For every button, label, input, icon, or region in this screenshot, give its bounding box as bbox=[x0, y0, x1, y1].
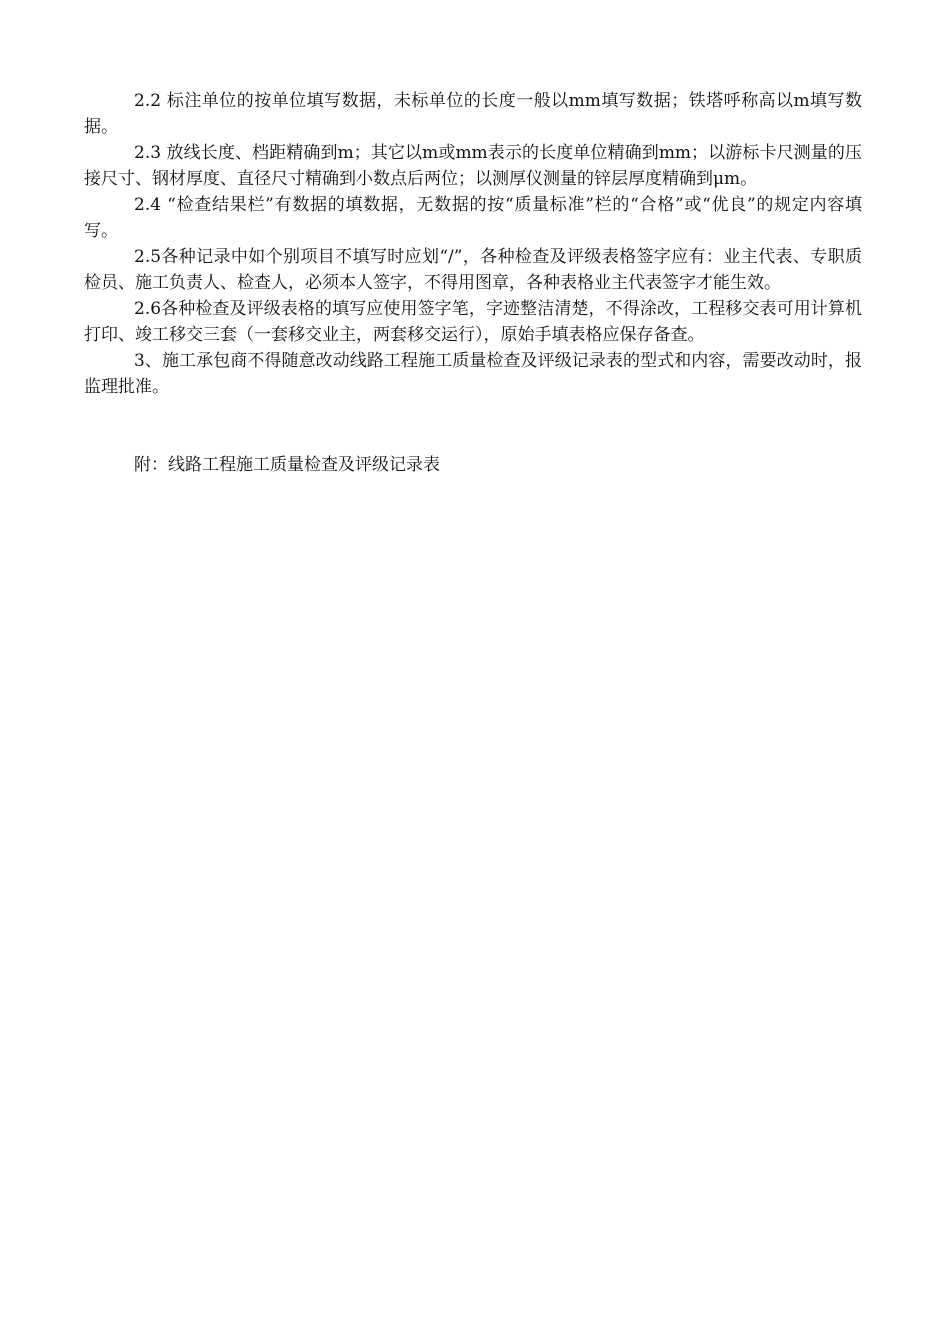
blank-spacer bbox=[84, 400, 862, 452]
paragraph-3: 3、施工承包商不得随意改动线路工程施工质量检查及评级记录表的型式和内容，需要改动时，报监理批准。 bbox=[84, 351, 862, 397]
attachment-note: 附：线路工程施工质量检查及评级记录表 bbox=[134, 455, 440, 475]
paragraph-2-3: 2.3 放线长度、档距精确到m；其它以m或mm表示的长度单位精确到mm；以游标卡尺测量的压接尺寸、钢材厚度、直径尺寸精确到小数点后两位；以测厚仪测量的锌层厚度精确到μm。 bbox=[84, 143, 862, 189]
paragraph-2-4: 2.4 “检查结果栏”有数据的填数据，无数据的按“质量标准”栏的“合格”或“优良”的规定内容填写。 bbox=[84, 195, 862, 241]
paragraph-2-5: 2.5各种记录中如个别项目不填写时应划“/”，各种检查及评级表格签字应有：业主代表、专职质检员、施工负责人、检查人，必须本人签字，不得用图章，各种表格业主代表签字才能生效。 bbox=[84, 247, 862, 293]
paragraph-2-6: 2.6各种检查及评级表格的填写应使用签字笔，字迹整洁清楚，不得涂改，工程移交表可用计算机打印、竣工移交三套（一套移交业主，两套移交运行），原始手填表格应保存备查。 bbox=[84, 299, 862, 345]
paragraph-2-2: 2.2 标注单位的按单位填写数据，未标单位的长度一般以mm填写数据；铁塔呼称高以m填写数据。 bbox=[84, 91, 862, 137]
document-body bbox=[84, 88, 862, 478]
